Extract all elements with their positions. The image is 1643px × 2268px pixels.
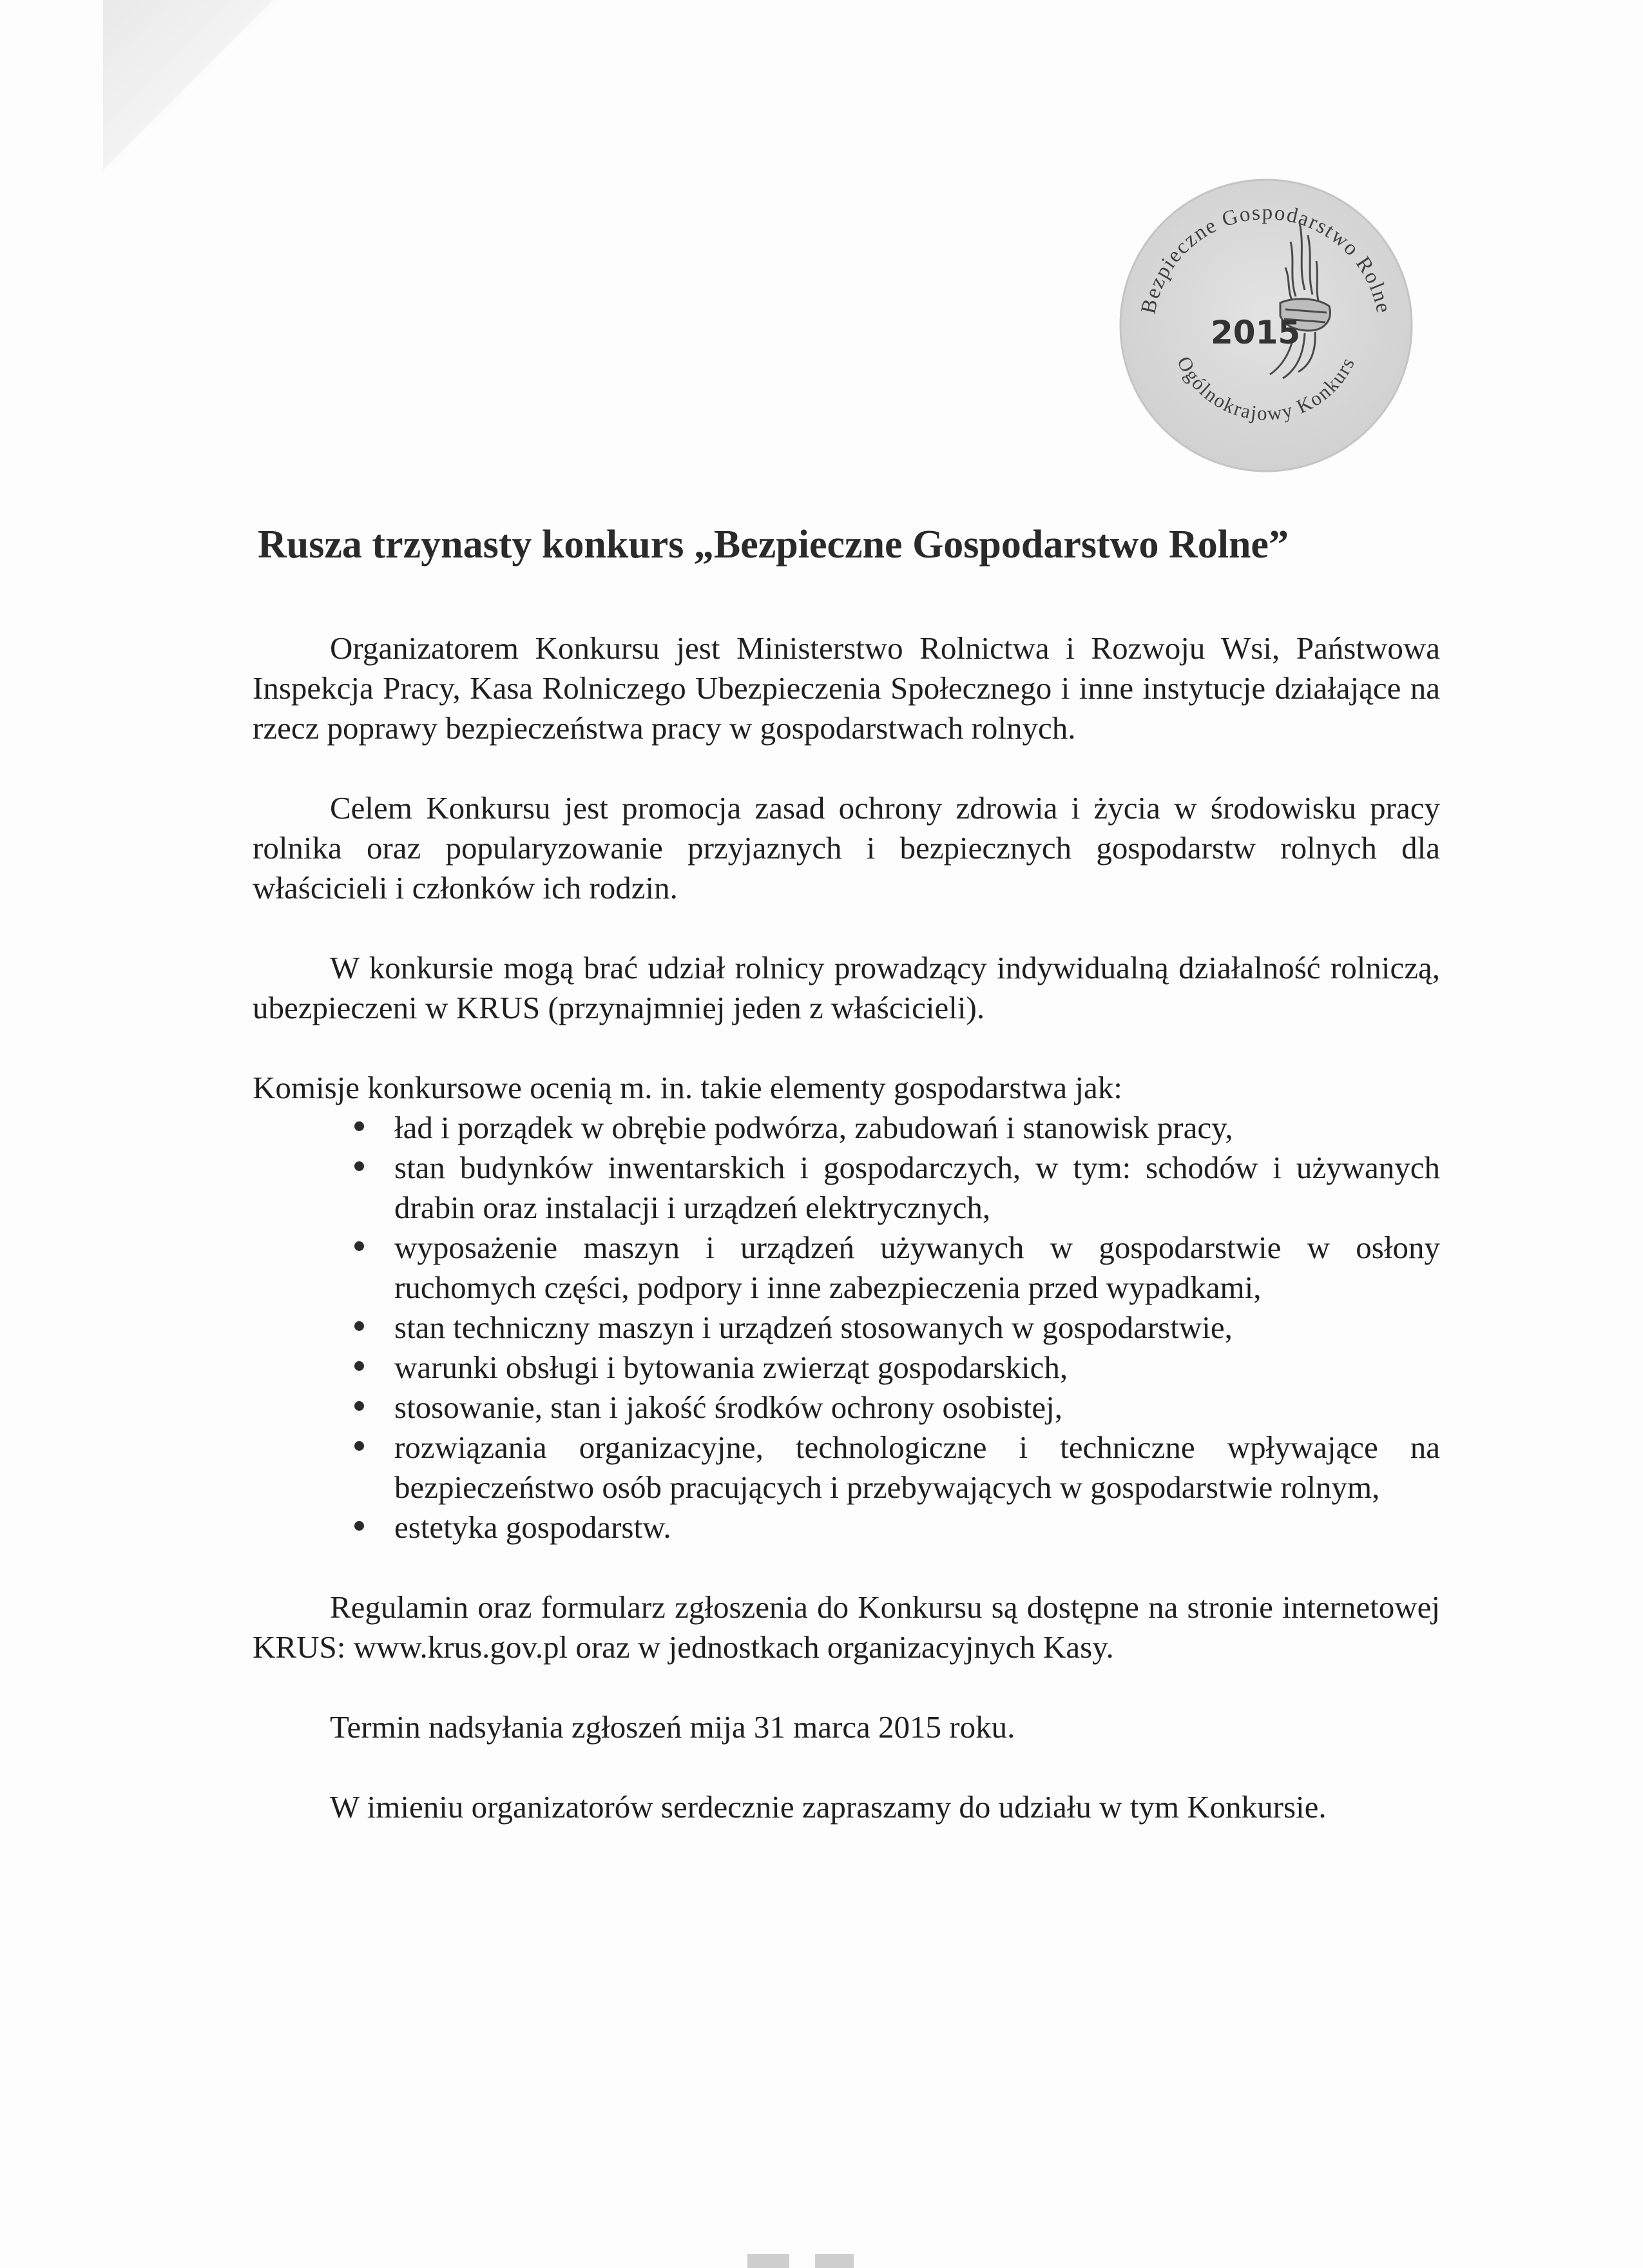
list-item [394, 1388, 1440, 1428]
list-item [394, 1428, 1440, 1507]
list-item-text: wyposażenie maszyn i urządzeń używanych w gospodarstwie w osłony ruchomych części, podpory i inne zabezpieczenia przed wypadkami, [394, 1230, 1440, 1305]
seal-ring-text-top: Bezpieczne Gospodarstwo Rolne [1137, 200, 1396, 316]
bullet-icon [354, 1401, 364, 1411]
criteria-intro: Komisje konkursowe ocenią m. in. takie elementy gospodarstwa jak: [253, 1070, 1122, 1105]
bullet-icon [354, 1241, 364, 1251]
list-item [394, 1228, 1440, 1308]
bullet-icon [354, 1361, 364, 1371]
seal-ring-text-bottom: Ogólnokrajowy Konkurs [1173, 353, 1360, 425]
article-title: Rusza trzynasty konkurs „Bezpieczne Gospodarstwo Rolne” [258, 523, 1289, 567]
invitation-paragraph: W imieniu organizatorów serdecznie zapraszamy do udziału w tym Konkursie. [330, 1789, 1327, 1825]
list-item-text: estetyka gospodarstw. [394, 1509, 671, 1545]
list-item-text: rozwiązania organizacyjne, technologiczne i techniczne wpływające na bezpieczeństwo osób pracujących i przebywających w gospodarstwie rolnym, [394, 1430, 1440, 1505]
list-item [394, 1148, 1440, 1228]
list-item [394, 1308, 1440, 1348]
bullet-icon [354, 1441, 364, 1451]
purpose-paragraph: Celem Konkursu jest promocja zasad ochrony zdrowia i życia w środowisku pracy rolnika oraz popularyzowanie przyjaznych i bezpiecznych gospodarstw rolnych dla właścicieli i członków ich rodzin. [253, 790, 1440, 906]
list-item-text: warunki obsługi i bytowania zwierząt gospodarskich, [394, 1350, 1068, 1385]
bullet-icon [354, 1161, 364, 1171]
rules-paragraph: Regulamin oraz formularz zgłoszenia do Konkursu są dostępne na stronie internetowej KRUS: www.krus.gov.pl oraz w jednostkach organizacyjnych Kasy. [253, 1589, 1440, 1665]
organizers-paragraph: Organizatorem Konkursu jest Ministerstwo Rolnictwa i Rozwoju Wsi, Państwowa Inspekcja Pracy, Kasa Rolniczego Ubezpieczenia Społecznego i inne instytucje działające na rzecz poprawy bezpieczeństwa pracy w gospodarstwach rolnych. [253, 630, 1440, 746]
list-item-text: stan techniczny maszyn i urządzeń stosowanych w gospodarstwie, [394, 1310, 1233, 1345]
scan-edge-right [815, 2254, 854, 2268]
list-item-text: stosowanie, stan i jakość środków ochrony osobistej, [394, 1390, 1063, 1425]
article-body [253, 628, 1440, 1867]
scan-edge-left [747, 2254, 789, 2268]
scan-corner-shadow [103, 0, 290, 187]
list-item [394, 1507, 1440, 1547]
deadline-paragraph: Termin nadsyłania zgłoszeń mija 31 marca 2015 roku. [330, 1709, 1015, 1745]
list-item [394, 1108, 1440, 1148]
bullet-icon [354, 1521, 364, 1531]
list-item-text: stan budynków inwentarskich i gospodarczych, w tym: schodów i używanych drabin oraz instalacji i urządzeń elektrycznych, [394, 1150, 1440, 1225]
criteria-list [253, 1108, 1440, 1547]
bullet-icon [354, 1121, 364, 1131]
list-item [394, 1348, 1440, 1388]
bullet-icon [354, 1321, 364, 1331]
seal-year: 2015 [1211, 314, 1301, 351]
contest-logo-seal [1111, 171, 1421, 480]
eligibility-paragraph: W konkursie mogą brać udział rolnicy prowadzący indywidualną działalność rolniczą, ubezpieczeni w KRUS (przynajmniej jeden z właścicieli). [253, 950, 1440, 1025]
list-item-text: ład i porządek w obrębie podwórza, zabudowań i stanowisk pracy, [394, 1110, 1233, 1145]
